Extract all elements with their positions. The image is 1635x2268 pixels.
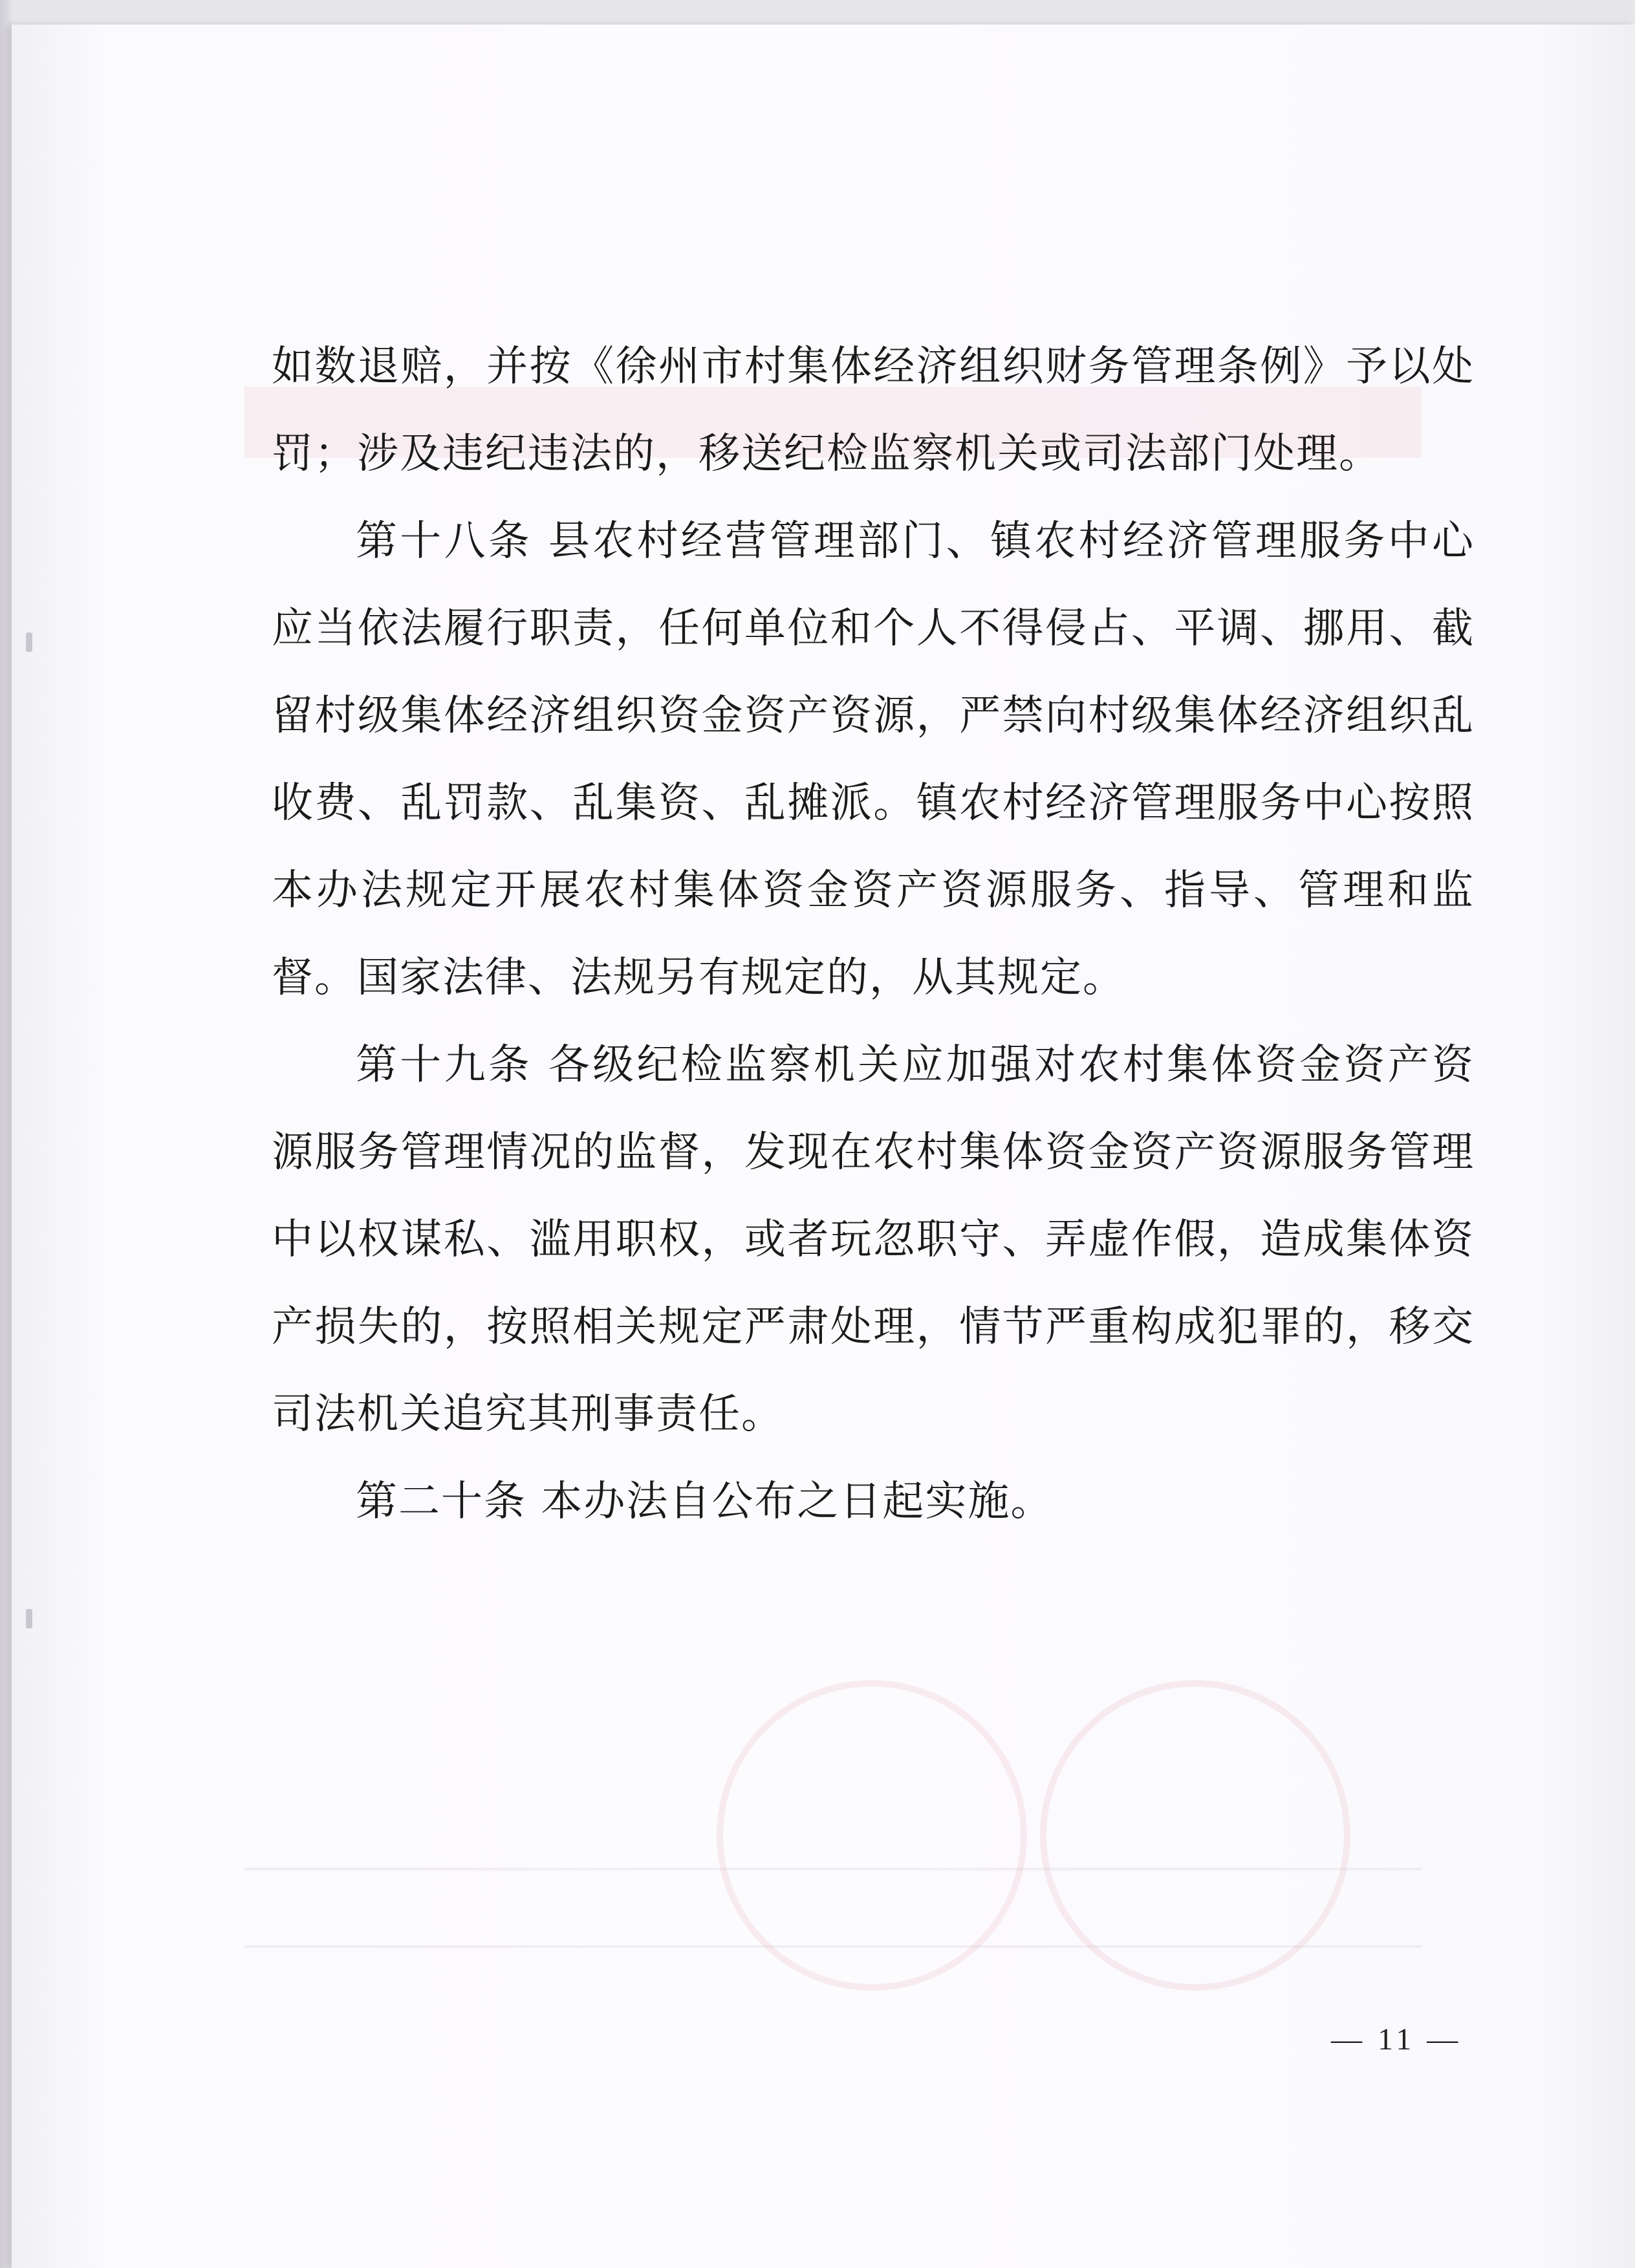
document-page (12, 25, 1635, 2268)
scan-top-margin (0, 0, 1635, 25)
body-text (272, 323, 1475, 1546)
reverse-side-rule-shadow (244, 1868, 1422, 1870)
reverse-side-seal-shadow (1040, 1680, 1350, 1991)
binding-hole (26, 1609, 32, 1628)
paragraph-article-20: 第二十条 本办法自公布之日起实施。 (356, 1478, 1054, 1526)
paragraph-article-18: 第十八条 县农村经营管理部门、镇农村经济管理服务中心应当依法履行职责，任何单位和个人不得侵占、平调、挪用、截留村级集体经济组织资金资产资源，严禁向村级集体经济组织乱收费、乱罚款、乱集资、乱摊派。镇农村经济管理服务中心按照本办法规定开展农村集体资金资产资源服务、指导、管理和监督。国家法律、法规另有规定的，从其规定。 (272, 517, 1475, 1002)
reverse-side-rule-shadow (244, 1945, 1422, 1948)
paragraph-continuation: 如数退赔，并按《徐州市村集体经济组织财务管理条例》予以处罚；涉及违纪违法的，移送纪检监察机关或司法部门处理。 (272, 343, 1475, 478)
paragraph-article-19: 第十九条 各级纪检监察机关应加强对农村集体资金资产资源服务管理情况的监督，发现在农村集体资金资产资源服务管理中以权谋私、滥用职权，或者玩忽职守、弄虚作假，造成集体资产损失的，按照相关规定严肃处理，情节严重构成犯罪的，移交司法机关追究其刑事责任。 (272, 1041, 1475, 1438)
reverse-side-seal-shadow (717, 1680, 1027, 1991)
page-number: — 11 — (1331, 2022, 1462, 2057)
scan-left-edge (0, 0, 12, 2268)
binding-hole (26, 632, 32, 652)
